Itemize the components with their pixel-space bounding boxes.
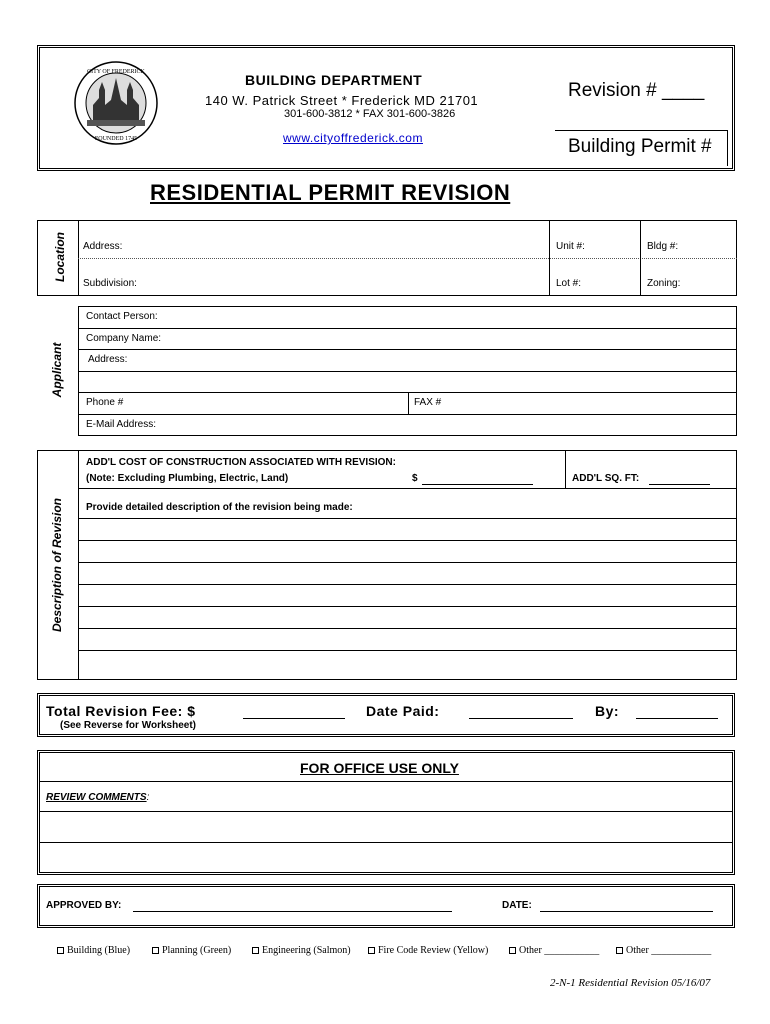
location-unit-label[interactable]: Unit #: xyxy=(556,241,585,252)
review-line-1[interactable] xyxy=(40,811,732,812)
form-footer: 2-N-1 Residential Revision 05/16/07 xyxy=(550,977,711,989)
checkbox-icon[interactable] xyxy=(252,947,259,954)
approval-date-label: DATE: xyxy=(502,900,532,911)
approval-section xyxy=(37,884,735,928)
revision-line-5[interactable] xyxy=(78,606,737,607)
distribution-other-2[interactable] xyxy=(616,945,711,956)
revision-number-label: Revision # ____ xyxy=(568,80,705,101)
city-seal xyxy=(73,60,159,146)
fee-by-label: By: xyxy=(595,703,620,719)
department-address: 140 W. Patrick Street * Frederick MD 21701 xyxy=(205,93,479,108)
revision-description-label: Provide detailed description of the revision being made: xyxy=(86,502,353,513)
location-address-label[interactable]: Address: xyxy=(83,241,123,252)
department-name: BUILDING DEPARTMENT xyxy=(245,72,423,88)
review-line-2[interactable] xyxy=(40,842,732,843)
applicant-company-label[interactable]: Company Name: xyxy=(86,333,162,344)
revision-line-2[interactable] xyxy=(78,540,737,541)
distribution-fire-code[interactable] xyxy=(368,945,488,956)
distribution-other-2-label: Other ____________ xyxy=(626,945,712,956)
distribution-other-1[interactable] xyxy=(509,945,599,956)
location-section-label: Location xyxy=(53,232,67,282)
applicant-phone-label[interactable]: Phone # xyxy=(86,397,124,408)
location-zoning-label[interactable]: Zoning: xyxy=(647,278,681,289)
applicant-section-label: Applicant xyxy=(50,342,64,398)
distribution-fire-code-label: Fire Code Review (Yellow) xyxy=(378,945,489,956)
distribution-building[interactable] xyxy=(57,945,130,956)
revision-line-4[interactable] xyxy=(78,584,737,585)
department-phone: 301-600-3812 * FAX 301-600-3826 xyxy=(284,108,456,120)
revision-sqft-field[interactable] xyxy=(649,484,710,485)
location-subdivision-label[interactable]: Subdivision: xyxy=(83,278,137,289)
approval-date-field[interactable] xyxy=(540,911,713,912)
distribution-planning[interactable] xyxy=(152,945,231,956)
applicant-email-label[interactable]: E-Mail Address: xyxy=(86,419,157,430)
fee-worksheet-note: (See Reverse for Worksheet) xyxy=(60,720,196,731)
review-comments-colon: : xyxy=(146,792,150,803)
review-comments-label: REVIEW COMMENTS xyxy=(46,792,147,803)
distribution-engineering[interactable] xyxy=(252,945,351,956)
total-fee-field[interactable] xyxy=(243,718,345,719)
approved-by-label: APPROVED BY: xyxy=(46,900,122,911)
seal-top-text: CITY OF FREDERICK xyxy=(87,69,145,75)
location-bldg-label[interactable]: Bldg #: xyxy=(647,241,679,252)
revision-section xyxy=(37,450,737,680)
revision-cost-dollar: $ xyxy=(412,473,418,484)
permit-divider xyxy=(555,130,727,131)
seal-bottom-text: FOUNDED 1745 xyxy=(94,136,138,142)
department-website[interactable]: www.cityoffrederick.com xyxy=(283,131,423,145)
office-use-heading: FOR OFFICE USE ONLY xyxy=(300,760,459,776)
form-title: RESIDENTIAL PERMIT REVISION xyxy=(150,180,511,205)
applicant-fax-label[interactable]: FAX # xyxy=(414,397,442,408)
approved-by-field[interactable] xyxy=(133,911,452,912)
review-comments xyxy=(46,792,149,803)
checkbox-icon[interactable] xyxy=(368,947,375,954)
revision-line-3[interactable] xyxy=(78,562,737,563)
revision-section-label: Description of Revision xyxy=(50,497,64,633)
applicant-contact-label[interactable]: Contact Person: xyxy=(86,311,158,322)
total-fee-label: Total Revision Fee: $ xyxy=(46,703,196,719)
building-permit-label: Building Permit # xyxy=(568,136,712,157)
revision-cost-note: (Note: Excluding Plumbing, Electric, Land) xyxy=(86,473,289,484)
distribution-other-1-label: Other ___________ xyxy=(519,945,600,956)
location-lot-label[interactable]: Lot #: xyxy=(556,278,582,289)
applicant-address-label[interactable]: Address: xyxy=(88,354,128,365)
distribution-building-label: Building (Blue) xyxy=(67,945,131,956)
revision-cost-label: ADD'L COST OF CONSTRUCTION ASSOCIATED WITH REVISION: xyxy=(86,457,396,468)
revision-cost-field[interactable] xyxy=(422,484,533,485)
checkbox-icon[interactable] xyxy=(509,947,516,954)
permit-right-border xyxy=(727,130,728,166)
revision-line-1[interactable] xyxy=(78,518,737,519)
revision-sqft-label: ADD'L SQ. FT: xyxy=(572,473,640,484)
fee-by-field[interactable] xyxy=(636,718,718,719)
revision-line-6[interactable] xyxy=(78,628,737,629)
checkbox-icon[interactable] xyxy=(152,947,159,954)
checkbox-icon[interactable] xyxy=(57,947,64,954)
revision-line-7[interactable] xyxy=(78,650,737,651)
distribution-planning-label: Planning (Green) xyxy=(162,945,232,956)
date-paid-field[interactable] xyxy=(469,718,573,719)
city-seal-icon xyxy=(73,60,159,146)
distribution-engineering-label: Engineering (Salmon) xyxy=(262,945,351,956)
date-paid-label: Date Paid: xyxy=(366,703,440,719)
checkbox-icon[interactable] xyxy=(616,947,623,954)
